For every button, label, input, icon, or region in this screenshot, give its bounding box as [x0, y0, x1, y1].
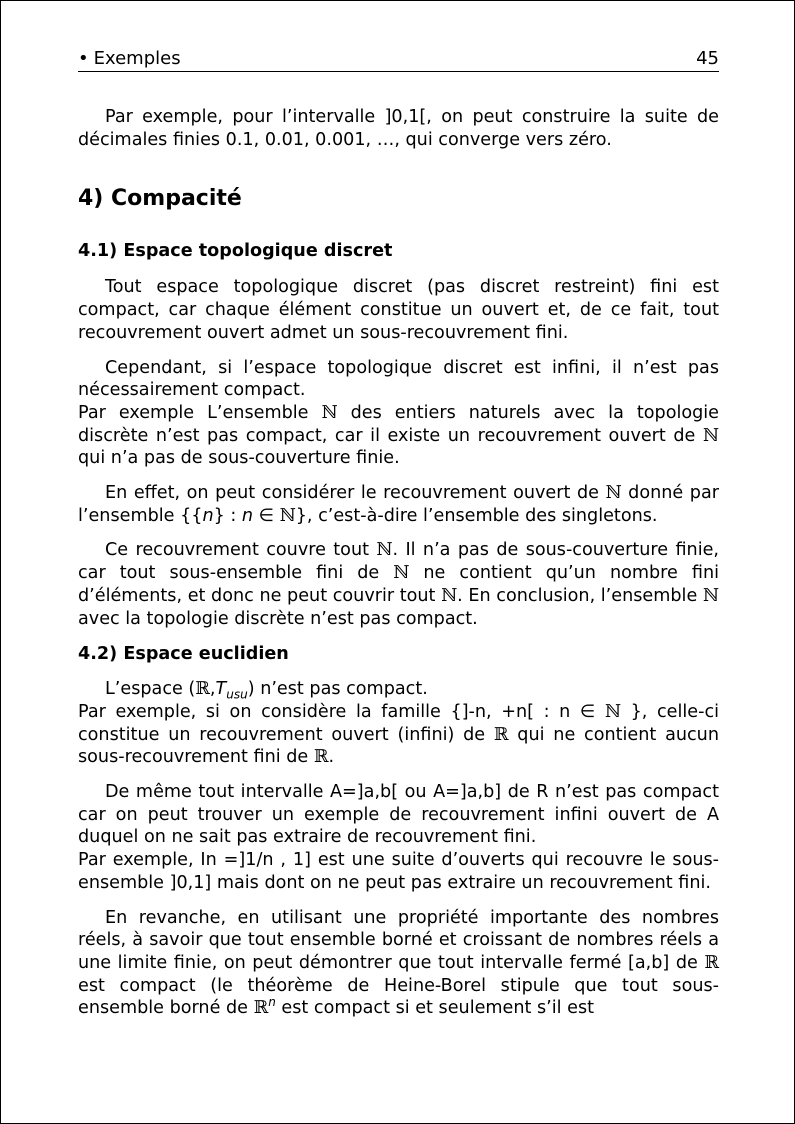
- paragraph-euclidean-example: Par exemple, si on considère la famille {]-n, +n[ : n ∈ ℕ }, celle-ci constitue un recouvrement ouvert (infini) de ℝ qui ne contient aucun sous-recouvrement fini de ℝ.: [78, 701, 720, 768]
- paragraph-heine-borel: En revanche, en utilisant une propriété importante des nombres réels, à savoir que tout ensemble borné et croissant de nombres réels a une limite finie, on peut démontrer que tout intervalle fermé [a,b] de ℝ est compact (le théorème de Heine-Borel stipule que tout sous-ensemble borné de ℝ$^n$ est compact si et seulement s’il est: [78, 907, 719, 1019]
- section-title: 4) Compacité: [78, 186, 242, 212]
- paragraph-euclidean-space: L’espace $(ℝ,T_{usu})$ n’est pas compact.: [105, 679, 428, 702]
- document-page: [78, 48, 719, 1020]
- paragraph-discrete-example: Par exemple L’ensemble ℕ des entiers naturels avec la topologie discrète n’est pas compact, car il existe un recouvrement ouvert de ℕ qui n’a pas de sous-couverture finie.: [78, 402, 719, 469]
- header-section: • Exemples: [78, 48, 181, 69]
- paragraph-interval-noncompact: De même tout intervalle A=]a,b[ ou A=]a,b] de R n’est pas compact car on peut trouver un exemple de recouvrement infini ouvert de A duquel on ne sait pas extraire de recouvrement fini.: [78, 782, 719, 848]
- page-number: 45: [696, 48, 719, 69]
- intro-paragraph: Par exemple, pour l’intervalle ]0,1[, on peut construire la suite de décimales finies 0.1, 0.01, 0.001, …, qui converge vers zéro.: [78, 107, 719, 150]
- subsection-title-discrete: 4.1) Espace topologique discret: [78, 241, 393, 262]
- paragraph-discrete-conclusion: Ce recouvrement couvre tout ℕ. Il n’a pas de sous-couverture finie, car tout sous-ensemble fini de ℕ ne contient qu’un nombre fini d’éléments, et donc ne peut couvrir tout ℕ. En conclusion, l’ensemble ℕ avec la topologie discrète n’est pas compact.: [78, 540, 719, 629]
- paragraph-interval-example: Par exemple, In =]1/n , 1] est une suite d’ouverts qui recouvre le sous-ensemble ]0,1] mais dont on ne peut pas extraire un recouvrement fini.: [78, 850, 719, 893]
- bullet-icon: •: [78, 48, 89, 69]
- paragraph-discrete-infinite: Cependant, si l’espace topologique discret est infini, il n’est pas nécessairement compact.: [78, 357, 719, 401]
- running-header: [78, 48, 719, 72]
- subsection-title-euclidean: 4.2) Espace euclidien: [78, 644, 289, 665]
- paragraph-discrete-finite: Tout espace topologique discret (pas discret restreint) fini est compact, car chaque élément constitue un ouvert et, de ce fait, tout recouvrement ouvert admet un sous-recouvrement fini.: [78, 277, 719, 343]
- paragraph-singletons: En effet, on peut considérer le recouvrement ouvert de ℕ donné par l’ensemble {{n} : n ∈ ℕ}, c’est-à-dire l’ensemble des singletons.: [78, 483, 719, 526]
